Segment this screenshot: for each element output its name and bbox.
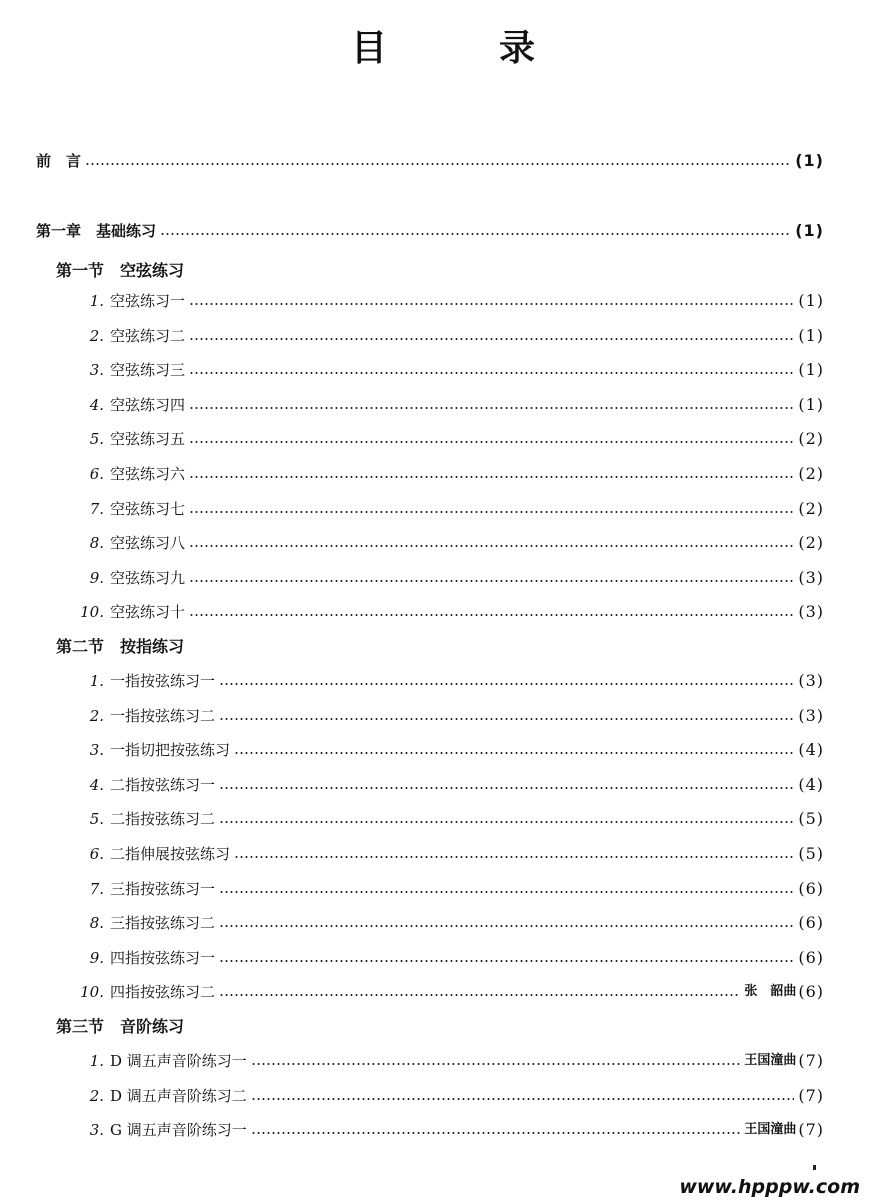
- toc-item[interactable]: [80, 392, 824, 418]
- toc-page: (3): [798, 705, 824, 725]
- toc-item[interactable]: [80, 1083, 824, 1109]
- toc-text: 空弦练习六: [110, 465, 186, 483]
- leader-dots: [219, 683, 794, 685]
- toc-number: 5.: [89, 810, 104, 829]
- title-char-1: 目: [350, 28, 389, 69]
- toc-item[interactable]: [80, 1048, 824, 1074]
- leader-dots: [189, 545, 794, 547]
- toc-label: [80, 1048, 247, 1074]
- toc-label: [80, 530, 185, 556]
- toc-page: (2): [798, 429, 824, 449]
- toc-page: (3): [798, 671, 824, 690]
- toc-label: [80, 772, 215, 798]
- toc-text: 空弦练习三: [110, 361, 186, 380]
- toc-text: 三指按弦练习二: [110, 914, 216, 933]
- toc-text: 空弦练习九: [110, 568, 186, 587]
- toc-item[interactable]: [80, 599, 824, 625]
- toc-text: 空弦练习二: [110, 326, 186, 345]
- toc-page: (7): [798, 1051, 824, 1070]
- toc-number: 1.: [89, 292, 104, 310]
- leader-dots: [234, 856, 794, 858]
- toc-page: (2): [798, 533, 824, 553]
- watermark: www.hpppw.com: [679, 1176, 860, 1198]
- toc-number: 10.: [80, 603, 104, 622]
- toc-text: 空弦练习十: [110, 603, 186, 622]
- toc-text: 空弦练习八: [110, 534, 186, 553]
- toc-text: 空弦练习七: [110, 499, 186, 518]
- toc-section-1[interactable]: 第一节 空弦练习: [56, 261, 185, 280]
- toc-composer: 王国潼曲: [744, 1053, 797, 1068]
- toc-item[interactable]: [80, 910, 824, 936]
- leader-dots: [219, 787, 794, 789]
- toc-text: 二指伸展按弦练习: [110, 845, 231, 863]
- toc-label: [80, 910, 215, 936]
- page-mark: [813, 1165, 816, 1170]
- toc-page: (1): [798, 325, 824, 345]
- toc-item[interactable]: [80, 426, 824, 452]
- toc-text: 四指按弦练习二: [110, 983, 216, 1002]
- toc-label: [80, 945, 215, 971]
- toc-number: 8.: [89, 534, 104, 553]
- toc-item[interactable]: [80, 979, 824, 1005]
- toc-item[interactable]: [80, 357, 824, 383]
- toc-item[interactable]: [80, 288, 824, 314]
- leader-dots: [189, 476, 794, 478]
- toc-label: [80, 599, 185, 625]
- toc-text: 四指按弦练习一: [110, 948, 216, 967]
- leader-dots: [251, 1098, 795, 1100]
- toc-number: 9.: [89, 568, 104, 587]
- toc-number: 4.: [89, 395, 104, 414]
- toc-number: 10.: [80, 983, 104, 1002]
- toc-text: G 调五声音阶练习一: [110, 1121, 247, 1140]
- toc-page: (6): [798, 982, 824, 1002]
- toc-label: [80, 703, 215, 729]
- leader-dots: [85, 163, 791, 165]
- toc-number: 7.: [89, 499, 104, 518]
- toc-item[interactable]: [80, 496, 824, 522]
- toc-label: [80, 323, 185, 349]
- toc-item[interactable]: [80, 668, 824, 694]
- toc-number: 1.: [89, 1052, 104, 1070]
- leader-dots: [219, 994, 740, 996]
- toc-label: [80, 288, 185, 314]
- toc-composer: 张 韶曲: [744, 984, 797, 1000]
- toc-item[interactable]: [80, 841, 824, 867]
- leader-dots: [251, 1063, 741, 1065]
- toc-text: 一指按弦练习二: [110, 706, 216, 725]
- toc-preface[interactable]: [36, 148, 824, 174]
- toc-item[interactable]: [80, 323, 824, 349]
- toc-item[interactable]: [80, 461, 824, 487]
- toc-label: 前 言: [36, 152, 82, 170]
- toc-label: [80, 426, 185, 452]
- toc-number: 3.: [89, 1121, 104, 1140]
- leader-dots: [234, 752, 794, 754]
- toc-page: (2): [798, 498, 824, 518]
- toc-number: 6.: [89, 845, 104, 863]
- leader-dots: [189, 372, 794, 374]
- toc-text: D 调五声音阶练习二: [110, 1086, 247, 1105]
- toc-label: [80, 357, 185, 383]
- toc-page: (1): [798, 360, 824, 380]
- toc-page: (1): [795, 221, 824, 240]
- toc-page: (1): [795, 151, 824, 170]
- toc-number: 3.: [89, 741, 104, 760]
- toc-text: 空弦练习五: [110, 430, 186, 449]
- toc-text: 空弦练习一: [110, 292, 186, 310]
- toc-item[interactable]: [80, 530, 824, 556]
- toc-number: 2.: [89, 706, 104, 725]
- toc-item[interactable]: [80, 876, 824, 902]
- leader-dots: [189, 614, 794, 616]
- toc-text: 一指切把按弦练习: [110, 741, 231, 760]
- leader-dots: [219, 960, 794, 962]
- toc-page: (4): [798, 740, 824, 760]
- toc-label: [80, 1117, 247, 1143]
- toc-label: [80, 841, 230, 867]
- leader-dots: [219, 925, 794, 927]
- toc-page: (7): [798, 1085, 824, 1105]
- toc-label: [80, 806, 215, 832]
- toc-section-3[interactable]: 第三节 音阶练习: [56, 1017, 185, 1036]
- toc-label: [80, 737, 230, 763]
- toc-text: 二指按弦练习一: [110, 775, 216, 794]
- toc-number: 1.: [89, 672, 104, 690]
- toc-number: 9.: [89, 948, 104, 967]
- toc-label: [80, 876, 215, 902]
- toc-number: 3.: [89, 361, 104, 380]
- toc-item[interactable]: [80, 703, 824, 729]
- toc-page: (5): [798, 809, 824, 829]
- toc-label: [80, 496, 185, 522]
- leader-dots: [219, 821, 794, 823]
- toc-number: 7.: [89, 879, 104, 898]
- leader-dots: [160, 233, 791, 235]
- toc-label: [80, 461, 185, 487]
- page-title: [0, 20, 888, 71]
- toc-page: (3): [798, 602, 824, 622]
- toc-page: (1): [798, 394, 824, 414]
- toc-item[interactable]: [80, 772, 824, 798]
- toc-number: 4.: [89, 775, 104, 794]
- toc-page: (7): [798, 1120, 824, 1140]
- toc-label: [80, 979, 215, 1005]
- toc-page: (6): [798, 878, 824, 898]
- toc-text: D 调五声音阶练习一: [110, 1052, 247, 1070]
- toc-number: 2.: [89, 1086, 104, 1105]
- leader-dots: [251, 1132, 741, 1134]
- toc-composer: 王国潼曲: [744, 1122, 797, 1138]
- toc-label: [80, 668, 215, 694]
- leader-dots: [219, 718, 794, 720]
- toc-page: (3): [798, 567, 824, 587]
- leader-dots: [189, 441, 794, 443]
- leader-dots: [189, 338, 794, 340]
- leader-dots: [189, 303, 794, 305]
- leader-dots: [189, 580, 794, 582]
- toc-page: (6): [798, 913, 824, 933]
- toc-item[interactable]: [80, 806, 824, 832]
- toc-item[interactable]: [80, 737, 824, 763]
- toc-item[interactable]: [80, 1117, 824, 1143]
- toc-text: 空弦练习四: [110, 395, 186, 414]
- toc-section-2[interactable]: 第二节 按指练习: [56, 637, 185, 656]
- leader-dots: [189, 407, 794, 409]
- toc-label: [80, 392, 185, 418]
- toc-text: 一指按弦练习一: [110, 672, 216, 690]
- toc-page: (6): [798, 947, 824, 967]
- toc-text: 二指按弦练习二: [110, 810, 216, 829]
- toc-page: (4): [798, 774, 824, 794]
- toc-number: 8.: [89, 914, 104, 933]
- toc-item[interactable]: [80, 565, 824, 591]
- toc-page: (5): [798, 844, 824, 863]
- toc-label: [80, 565, 185, 591]
- toc-number: 5.: [89, 430, 104, 449]
- toc-item[interactable]: [80, 945, 824, 971]
- leader-dots: [219, 891, 794, 893]
- toc-page: (1): [798, 291, 824, 310]
- title-char-2: 录: [499, 28, 538, 69]
- leader-dots: [189, 511, 794, 513]
- toc-label: [80, 1083, 247, 1109]
- toc-page: (2): [798, 464, 824, 483]
- toc-label: 第一章 基础练习: [36, 222, 157, 240]
- toc-text: 三指按弦练习一: [110, 879, 216, 898]
- toc-number: 6.: [89, 465, 104, 483]
- toc-chapter-1[interactable]: [36, 218, 824, 244]
- toc-number: 2.: [89, 326, 104, 345]
